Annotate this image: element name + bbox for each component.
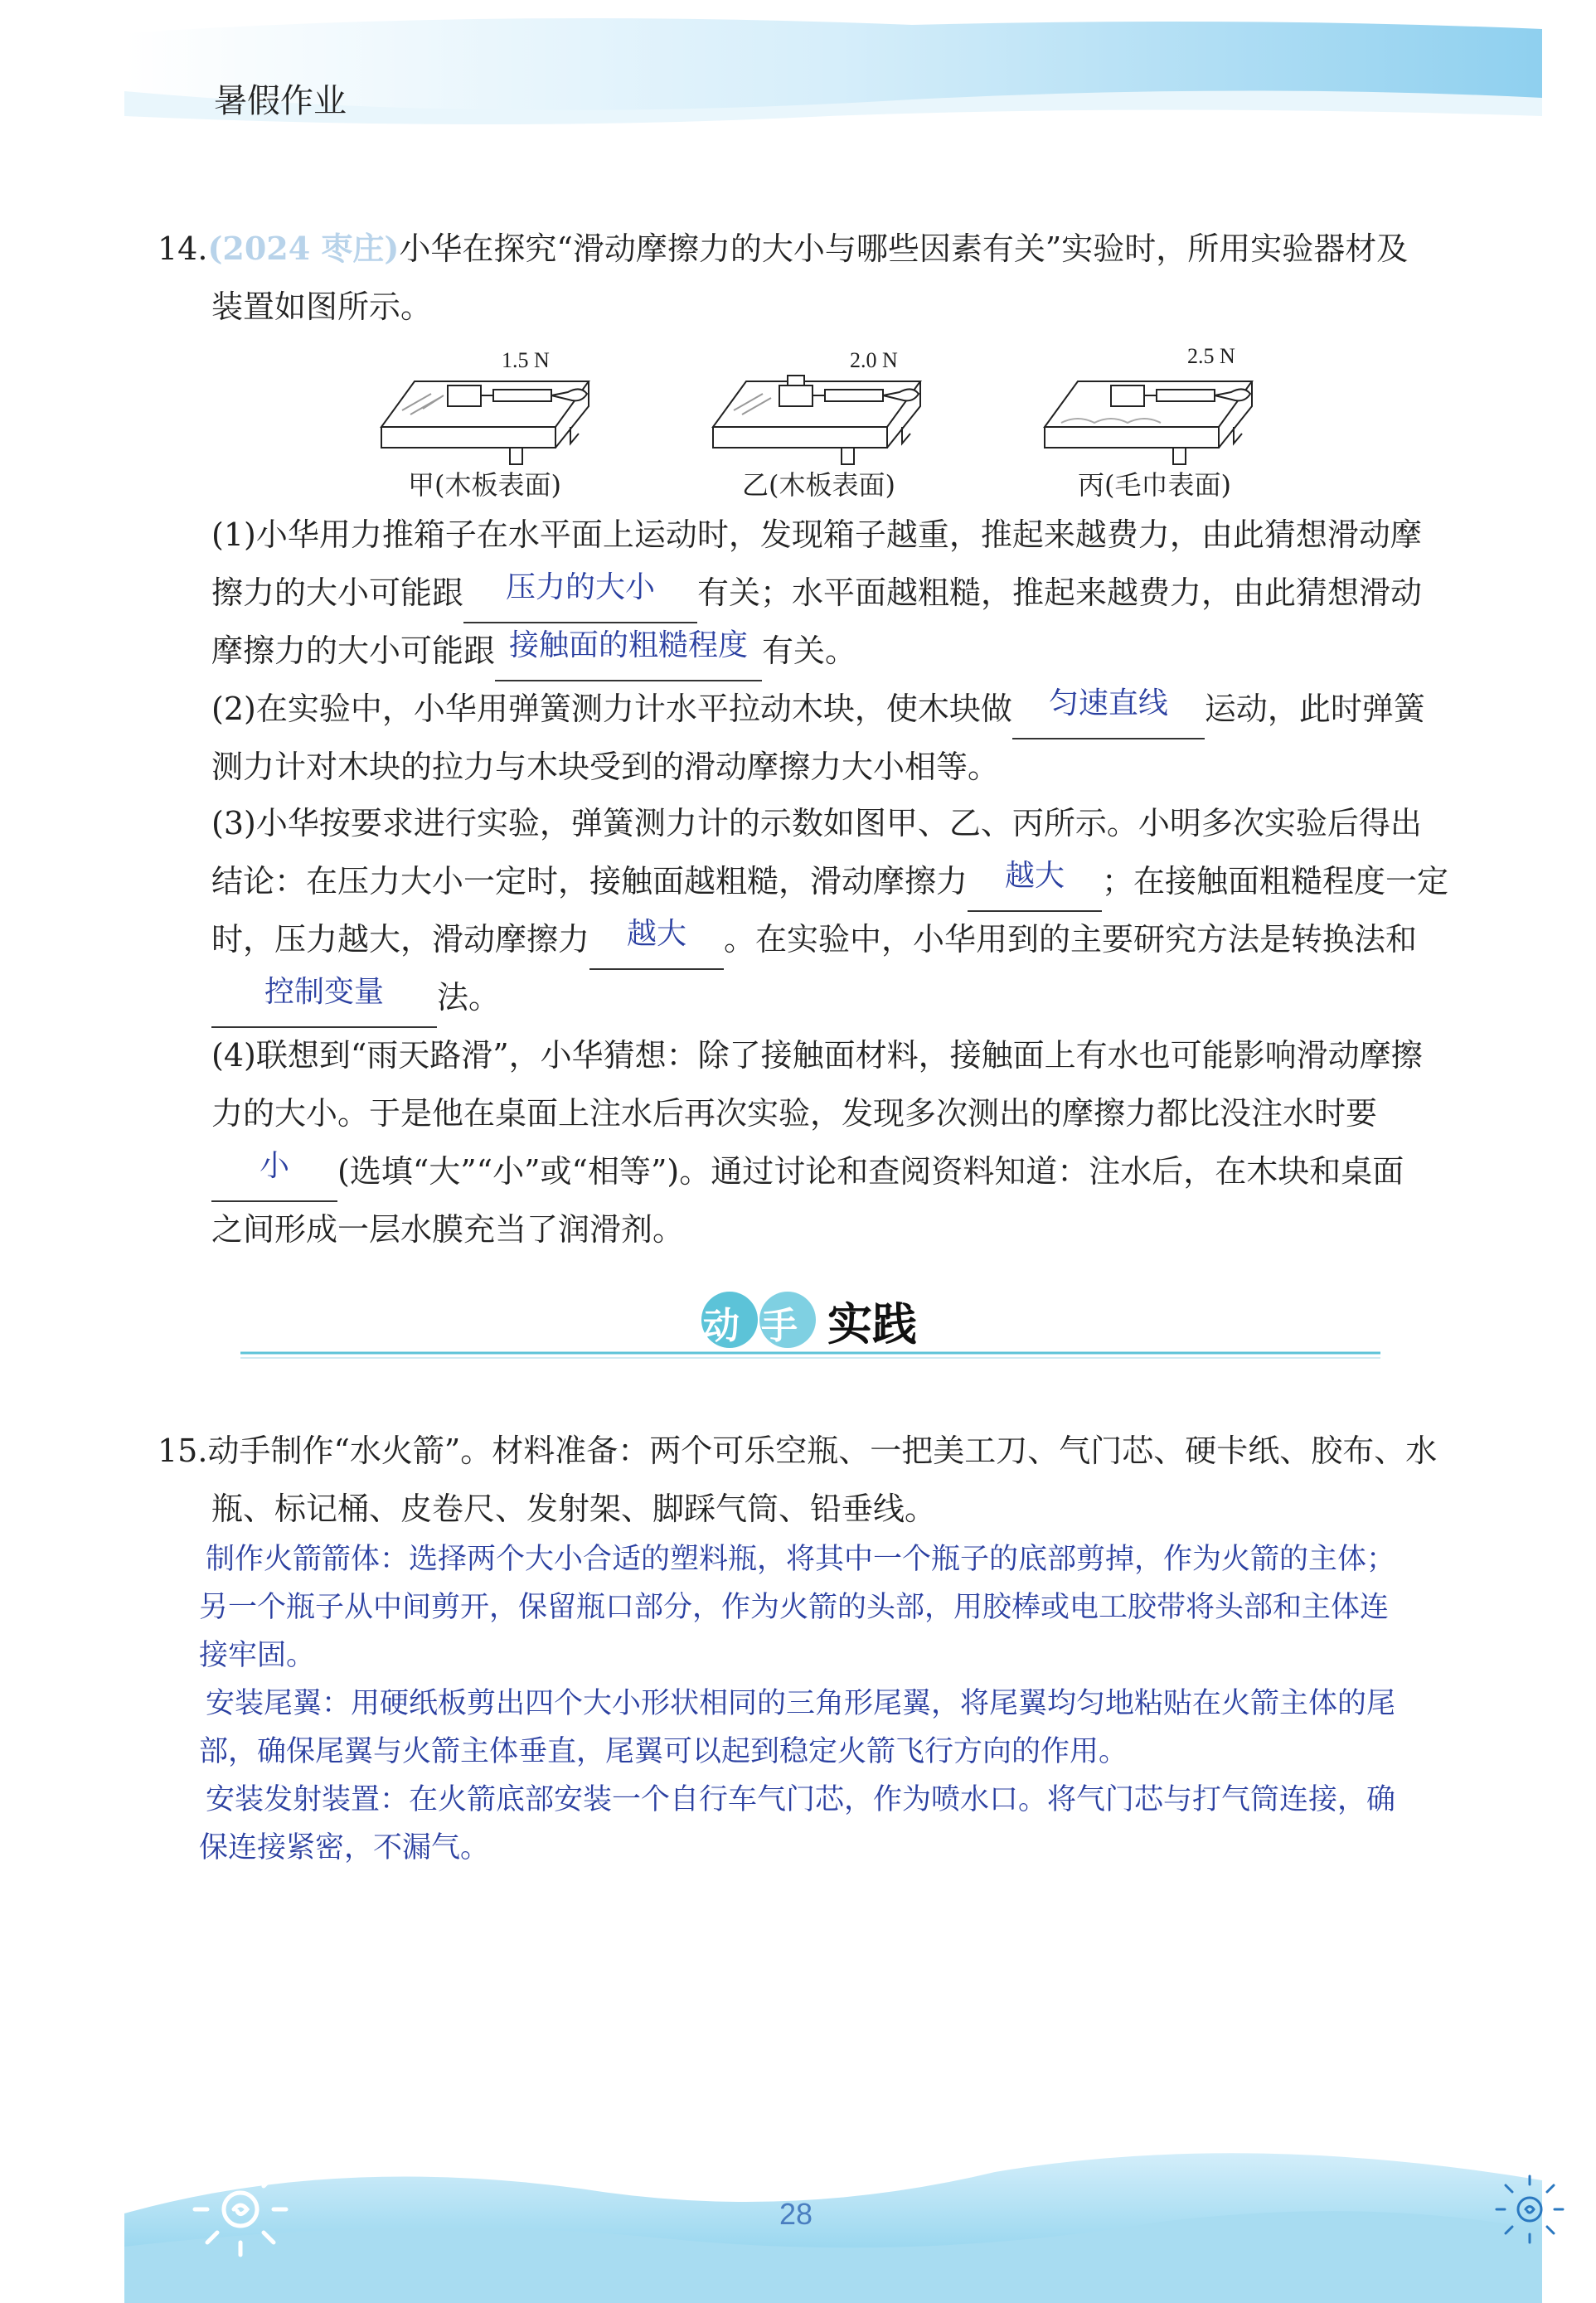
q14-p3-c-text: 时，压力越大，滑动摩擦力: [211, 921, 590, 958]
answer-blank-1[interactable]: [463, 564, 697, 623]
answer-line: 部，确保尾翼与火箭主体垂直，尾翼可以起到稳定火箭飞行方向的作用。: [199, 1735, 1128, 1768]
q14-p2-a-post: 运动，此时弹簧: [1204, 691, 1425, 727]
answer-blank-5[interactable]: [589, 910, 724, 970]
q14-p4-line-b: 力的大小。于是他在桌面上注水后再次实验，发现多次测出的摩擦力都比没注水时要: [211, 1095, 1378, 1132]
answer-line: 制作火箭箭体：选择两个大小合适的塑料瓶，将其中一个瓶子的底部剪掉，作为火箭的主体；: [206, 1543, 1396, 1576]
page-number: 28: [779, 2197, 813, 2231]
q14-p4-line-d: 之间形成一层水膜充当了润滑剂。: [211, 1211, 685, 1248]
force-reading-yi: 2.0 N: [850, 348, 898, 372]
q14-p3-b-text: 结论：在压力大小一定时，接触面越粗糙，滑动摩擦力: [211, 863, 968, 899]
answer-line: 安装尾翼：用硬纸板剪出四个大小形状相同的三角形尾翼，将尾翼均匀地粘贴在火箭主体的尾: [206, 1687, 1396, 1720]
header-title: 暑假作业: [214, 82, 347, 120]
q14-p1-c-post: 有关。: [762, 633, 857, 669]
sun-icon-small: [1492, 2172, 1567, 2247]
answer-line: 接牢固。: [199, 1639, 316, 1672]
q14-p1-b-post: 有关；水平面越粗糙，推起来越费力，由此猜想滑动: [697, 575, 1423, 611]
section-title-char-1: 动: [703, 1305, 740, 1347]
section-title-char-2: 手: [761, 1305, 798, 1347]
q14-p1-line-b: [211, 564, 1422, 623]
handwritten-answer-5: 越大: [627, 917, 687, 951]
handwritten-answer-2: 接触面的粗糙程度: [509, 628, 749, 662]
figure-label-yi: 乙(木板表面): [742, 469, 895, 501]
q15-handwritten-answer: [199, 1535, 1526, 1872]
handwritten-answer-1: 压力的大小: [506, 570, 656, 604]
q14-stem-2: 装置如图所示。: [211, 288, 433, 325]
answer-line: 另一个瓶子从中间剪开，保留瓶口部分，作为火箭的头部，用胶棒或电工胶带将头部和主体连: [199, 1591, 1390, 1624]
answer-blank-3[interactable]: [1012, 680, 1205, 739]
answer-blank-4[interactable]: [968, 852, 1102, 912]
handwritten-answer-7: 小: [259, 1149, 289, 1183]
section-title-main: 实践: [827, 1297, 917, 1350]
q14-p3-c-post: 。在实验中，小华用到的主要研究方法是转换法和: [724, 921, 1418, 958]
section-heading-decoration: [240, 1277, 1385, 1368]
q14-line-1: [158, 220, 1408, 278]
q14-p2-a-text: (2)在实验中，小华用弹簧测力计水平拉动木块，使木块做: [211, 691, 1012, 727]
figure-label-jia: 甲(木板表面): [408, 469, 561, 501]
q14-number: 14.: [158, 230, 208, 267]
force-reading-jia: 1.5 N: [502, 348, 550, 372]
q14-p3-line-a: (3)小华按要求进行实验，弹簧测力计的示数如图甲、乙、丙所示。小明多次实验后得出: [211, 805, 1422, 841]
q15-number: 15.: [158, 1433, 208, 1469]
force-reading-bing: 2.5 N: [1187, 344, 1235, 368]
figure-jia: [381, 381, 589, 464]
answer-blank-7[interactable]: [211, 1142, 337, 1202]
q14-p4-line-c: [211, 1142, 1404, 1202]
answer-blank-6[interactable]: [211, 968, 437, 1028]
figure-bing: [1045, 381, 1252, 464]
q14-stem-1: 小华在探究“滑动摩擦力的大小与哪些因素有关”实验时，所用实验器材及: [399, 230, 1409, 267]
q14-p4-line-a: (4)联想到“雨天路滑”，小华猜想：除了接触面材料，接触面上有水也可能影响滑动摩擦: [211, 1037, 1423, 1074]
answer-line: 安装发射装置：在火箭底部安装一个自行车气门芯，作为喷水口。将气门芯与打气筒连接，确: [206, 1783, 1396, 1816]
q14-p3-d-post: 法。: [437, 979, 501, 1016]
q14-p4-c-post: (选填“大”“小”或“相等”)。通过讨论和查阅资料知道：注水后，在木块和桌面: [337, 1153, 1404, 1190]
figure-label-bing: 丙(毛巾表面): [1078, 469, 1231, 501]
q14-p3-line-b: [211, 852, 1448, 912]
sun-icon: [191, 2160, 290, 2259]
q14-p2-line-a: [211, 680, 1425, 739]
q14-p1-line-a: (1)小华用力推箱子在水平面上运动时，发现箱子越重，推起来越费力，由此猜想滑动摩: [211, 516, 1422, 553]
q15-stem-2: 瓶、标记桶、皮卷尺、发射架、脚踩气筒、铅垂线。: [211, 1491, 937, 1527]
handwritten-answer-6: 控制变量: [264, 975, 384, 1009]
answer-blank-2[interactable]: [495, 622, 762, 681]
q14-p3-line-d: [211, 968, 500, 1028]
q15-stem-1: 动手制作“水火箭”。材料准备：两个可乐空瓶、一把美工刀、气门芯、硬卡纸、胶布、水: [207, 1433, 1438, 1469]
q14-p1-line-c: [211, 622, 856, 681]
q14-p2-line-b: 测力计对木块的拉力与木块受到的滑动摩擦力大小相等。: [211, 749, 1000, 785]
q15-line-1: [158, 1422, 1437, 1480]
q14-p1-b-text: 擦力的大小可能跟: [211, 575, 464, 611]
q14-p1-c-text: 摩擦力的大小可能跟: [211, 633, 496, 669]
q14-source: (2024 枣庄): [207, 230, 400, 267]
handwritten-answer-3: 匀速直线: [1048, 686, 1168, 720]
q14-p3-line-c: [211, 910, 1417, 970]
figure-yi: [713, 376, 920, 464]
q14-p3-b-post: ；在接触面粗糙程度一定: [1102, 863, 1449, 899]
answer-line: 保连接紧密，不漏气。: [199, 1831, 490, 1864]
handwritten-answer-4: 越大: [1005, 859, 1065, 893]
